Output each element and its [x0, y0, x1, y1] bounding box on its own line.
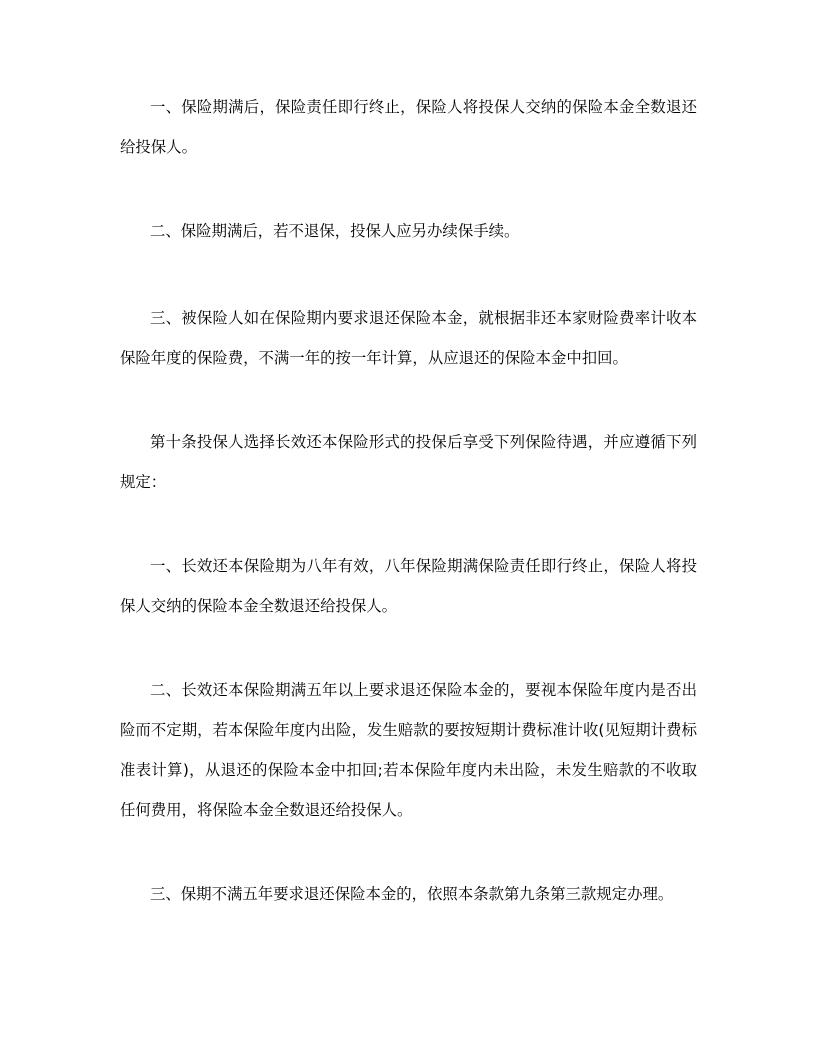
paragraph-article-10-clause-1: 一、长效还本保险期为八年有效，八年保险期满保险责任即行终止，保险人将投保人交纳的保险本金全数退还给投保人。: [120, 557, 697, 615]
paragraph-article-10-clause-3: 三、保期不满五年要求退还保险本金的，依照本条款第九条第三款规定办理。: [150, 885, 674, 903]
paragraph-article-10: 第十条投保人选择长效还本保险形式的投保后享受下列保险待遇，并应遵循下列规定：: [120, 433, 697, 491]
paragraph-article-10-clause-2: 二、长效还本保险期满五年以上要求退还保险本金的，要视本保险年度内是否出险而不定期，若本保险年度内出险，发生赔款的要按短期计费标准计收(见短期计费标准表计算)，从退还的保险本金中扣回;若本保险年度内未出险，未发生赔款的不收取任何费用，将保险本金全数退还给投保人。: [120, 681, 697, 819]
paragraph-clause-1: 一、保险期满后，保险责任即行终止，保险人将投保人交纳的保险本金全数退还给投保人。: [120, 98, 697, 156]
paragraph-clause-2: 二、保险期满后，若不退保，投保人应另办续保手续。: [150, 222, 520, 240]
paragraph-clause-3: 三、被保险人如在保险期内要求退还保险本金，就根据非还本家财险费率计收本保险年度的保险费，不满一年的按一年计算，从应退还的保险本金中扣回。: [120, 309, 697, 367]
